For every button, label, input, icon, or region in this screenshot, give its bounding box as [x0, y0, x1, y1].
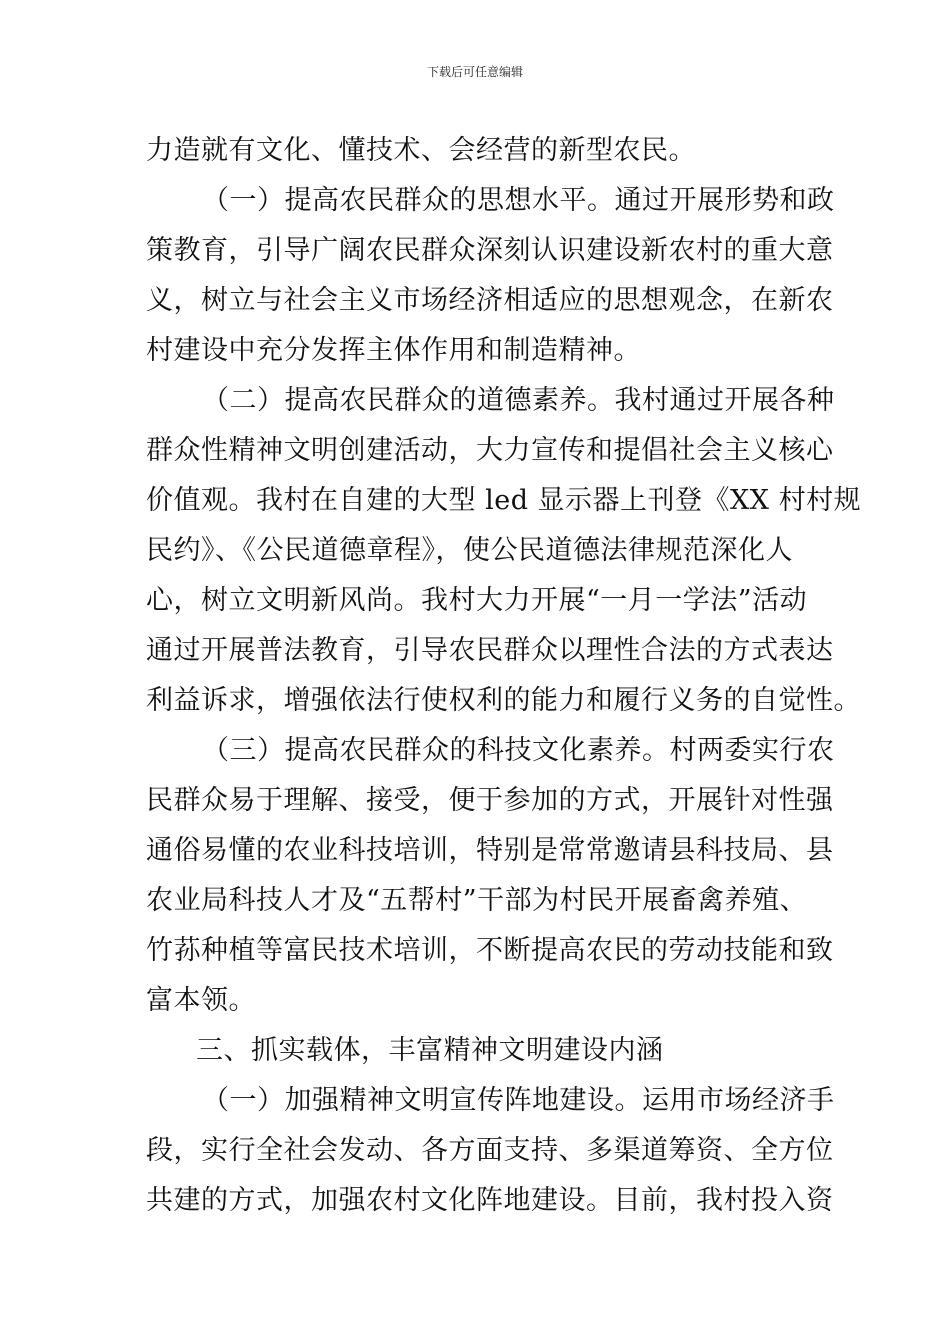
text-line: （二）提高农民群众的道德素养。我村通过开展各种 [202, 385, 835, 416]
text-line: 策教育，引导广阔农民群众深刻认识建设新农村的重大意 [146, 235, 834, 266]
text-line: 农业局科技人才及“五帮村”干部为村民开展畜禽养殖、 [146, 885, 808, 916]
text-line: （三）提高农民群众的科技文化素养。村两委实行农 [202, 735, 835, 766]
text-line: 力造就有文化、懂技术、会经营的新型农民。 [146, 135, 696, 166]
text-line: 心，树立文明新风尚。我村大力开展“一月一学法”活动 [146, 585, 808, 616]
text-line: 义，树立与社会主义市场经济相适应的思想观念，在新农 [146, 285, 834, 316]
text-line: （一）提高农民群众的思想水平。通过开展形势和政 [202, 185, 835, 216]
text-line: 富本领。 [146, 985, 256, 1016]
text-line: 通过开展普法教育，引导农民群众以理性合法的方式表达 [146, 635, 834, 666]
text-line: （一）加强精神文明宣传阵地建设。运用市场经济手 [202, 1085, 835, 1116]
text-line: 民约》、《公民道德章程》，使公民道德法律规范深化人 [146, 535, 793, 566]
text-line: 利益诉求，增强依法行使权利的能力和履行义务的自觉性。 [146, 685, 861, 716]
text-line: 通俗易懂的农业科技培训，特别是常常邀请县科技局、县 [146, 835, 834, 866]
text-line: 竹荪种植等富民技术培训，不断提高农民的劳动技能和致 [146, 935, 834, 966]
page-header-note: 下载后可任意编辑 [426, 65, 523, 79]
text-line: 民群众易于理解、接受，便于参加的方式，开展针对性强 [146, 785, 834, 816]
text-line: 共建的方式，加强农村文化阵地建设。目前，我村投入资 [146, 1185, 834, 1216]
text-line: 段，实行全社会发动、各方面支持、多渠道筹资、全方位 [146, 1135, 834, 1166]
section-heading: 三、抓实载体，丰富精神文明建设内涵 [196, 1035, 664, 1066]
document-body [146, 126, 862, 1226]
text-line: 群众性精神文明创建活动，大力宣传和提倡社会主义核心 [146, 435, 834, 466]
text-line: 价值观。我村在自建的大型 led 显示器上刊登《XX 村村规 [146, 485, 862, 516]
text-line: 村建设中充分发挥主体作用和制造精神。 [146, 335, 641, 366]
